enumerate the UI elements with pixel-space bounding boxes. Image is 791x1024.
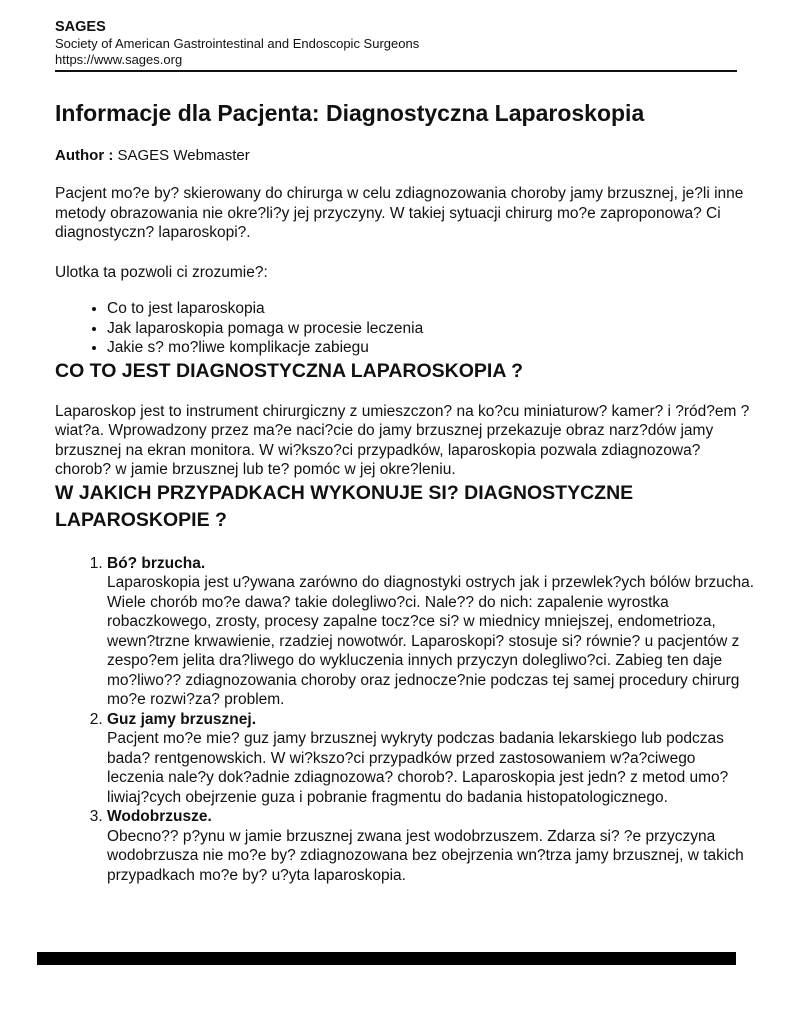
case-title: 3. Wodobrzusze.	[107, 808, 212, 825]
indications-list	[55, 554, 755, 886]
article-content	[55, 96, 755, 885]
section-heading-indications: W JAKICH PRZYPADKACH WYKONUJE SI? DIAGNOSTYCZNE LAPAROSKOPIE ?	[55, 481, 634, 531]
org-url: https://www.sages.org	[55, 52, 183, 67]
header-divider	[55, 70, 737, 72]
author-line	[55, 146, 755, 166]
case-title: 2. Guz jamy brzusznej.	[107, 710, 257, 728]
case-text: Obecno?? p?ynu w jamie brzusznej zwana jest wodobrzuszem. Zdarza si? ?e przyczyna wodobrzusza nie mo?e by? zdiagnozowana bez obejrzenia wn?trza jamy brzusznej, w takich przypadkach mo?e by? u?yta laparoskopia.	[107, 827, 744, 884]
list-item: • Jakie s? mo?liwe komplikacje zabiegu	[107, 338, 755, 358]
topics-list	[55, 299, 755, 358]
list-item	[107, 807, 755, 885]
list-item: • Jak laparoskopia pomaga w procesie leczenia	[107, 319, 755, 339]
page-title: Informacje dla Pacjenta: Diagnostyczna Laparoskopia	[55, 100, 645, 126]
footer-bar	[37, 952, 736, 965]
author-name: SAGES Webmaster	[117, 147, 250, 164]
leaflet-intro: Ulotka ta pozwoli ci zrozumie?:	[55, 263, 268, 281]
org-full-name: Society of American Gastrointestinal and Endoscopic Surgeons	[55, 36, 420, 51]
case-text: Pacjent mo?e mie? guz jamy brzusznej wykryty podczas badania lekarskiego lub podczas bada? rentgenowskich. W wi?kszo?ci przypadków przed zastosowaniem w?a?ciwego leczenia nale?y dok?adnie zdiagnozowa? chorob?. Laparoskopia jest jedn? z metod umo?liwiaj?cych obejrzenie guza i pobranie fragmentu do badania histopatologicznego.	[107, 730, 729, 806]
org-header	[55, 18, 737, 68]
org-name: SAGES	[55, 19, 106, 35]
author-label: Author :	[55, 147, 114, 164]
list-item	[107, 710, 755, 808]
section-what-is-paragraph: Laparoskop jest to instrument chirurgiczny z umieszczon? na ko?cu miniaturow? kamer? i ?ród?em ?wiat?a. Wprowadzony przez ma?e naci?cie do jamy brzusznej przekazuje obraz narz?dów jamy brzusznej na ekran monitora. W wi?kszo?ci przypadków, laparoskopia pozwala zdiagnozowa? chorob? w jamie brzusznej lub te? pomóc w jej okre?leniu.	[55, 402, 750, 478]
intro-paragraph: Pacjent mo?e by? skierowany do chirurga w celu zdiagnozowania choroby jamy brzusznej, je?li inne metody obrazowania nie okre?li?y jej przyczyny. W takiej sytuacji chirurg mo?e zaproponowa? Ci diagnostyczn? laparoskopi?.	[55, 185, 744, 241]
list-item	[107, 554, 755, 710]
list-item: • Co to jest laparoskopia	[107, 299, 755, 319]
section-heading-what-is: CO TO JEST DIAGNOSTYCZNA LAPAROSKOPIA ?	[55, 359, 524, 382]
case-text: Laparoskopia jest u?ywana zarówno do diagnostyki ostrych jak i przewlek?ych bólów brzucha. Wiele chorób mo?e dawa? takie dolegliwo?ci. Nale?? do nich: zapalenie wyrostka robaczkowego, zrosty, procesy zapalne tocz?ce si? w miednicy mniejszej, endometrioza, wewn?trzne krwawienie, rzadziej nowotwór. Laparoskopi? stosuje si? równie? u pacjentów z zespo?em jelita dra?liwego do wykluczenia innych przyczyn dolegliwo?ci. Zabieg ten daje mo?liwo?? zdiagnozowania choroby oraz jednocze?nie podczas tej samej procedury chirurg mo?e rozwi?za? problem.	[107, 574, 755, 708]
case-title: 1. Bó? brzucha.	[107, 554, 206, 572]
